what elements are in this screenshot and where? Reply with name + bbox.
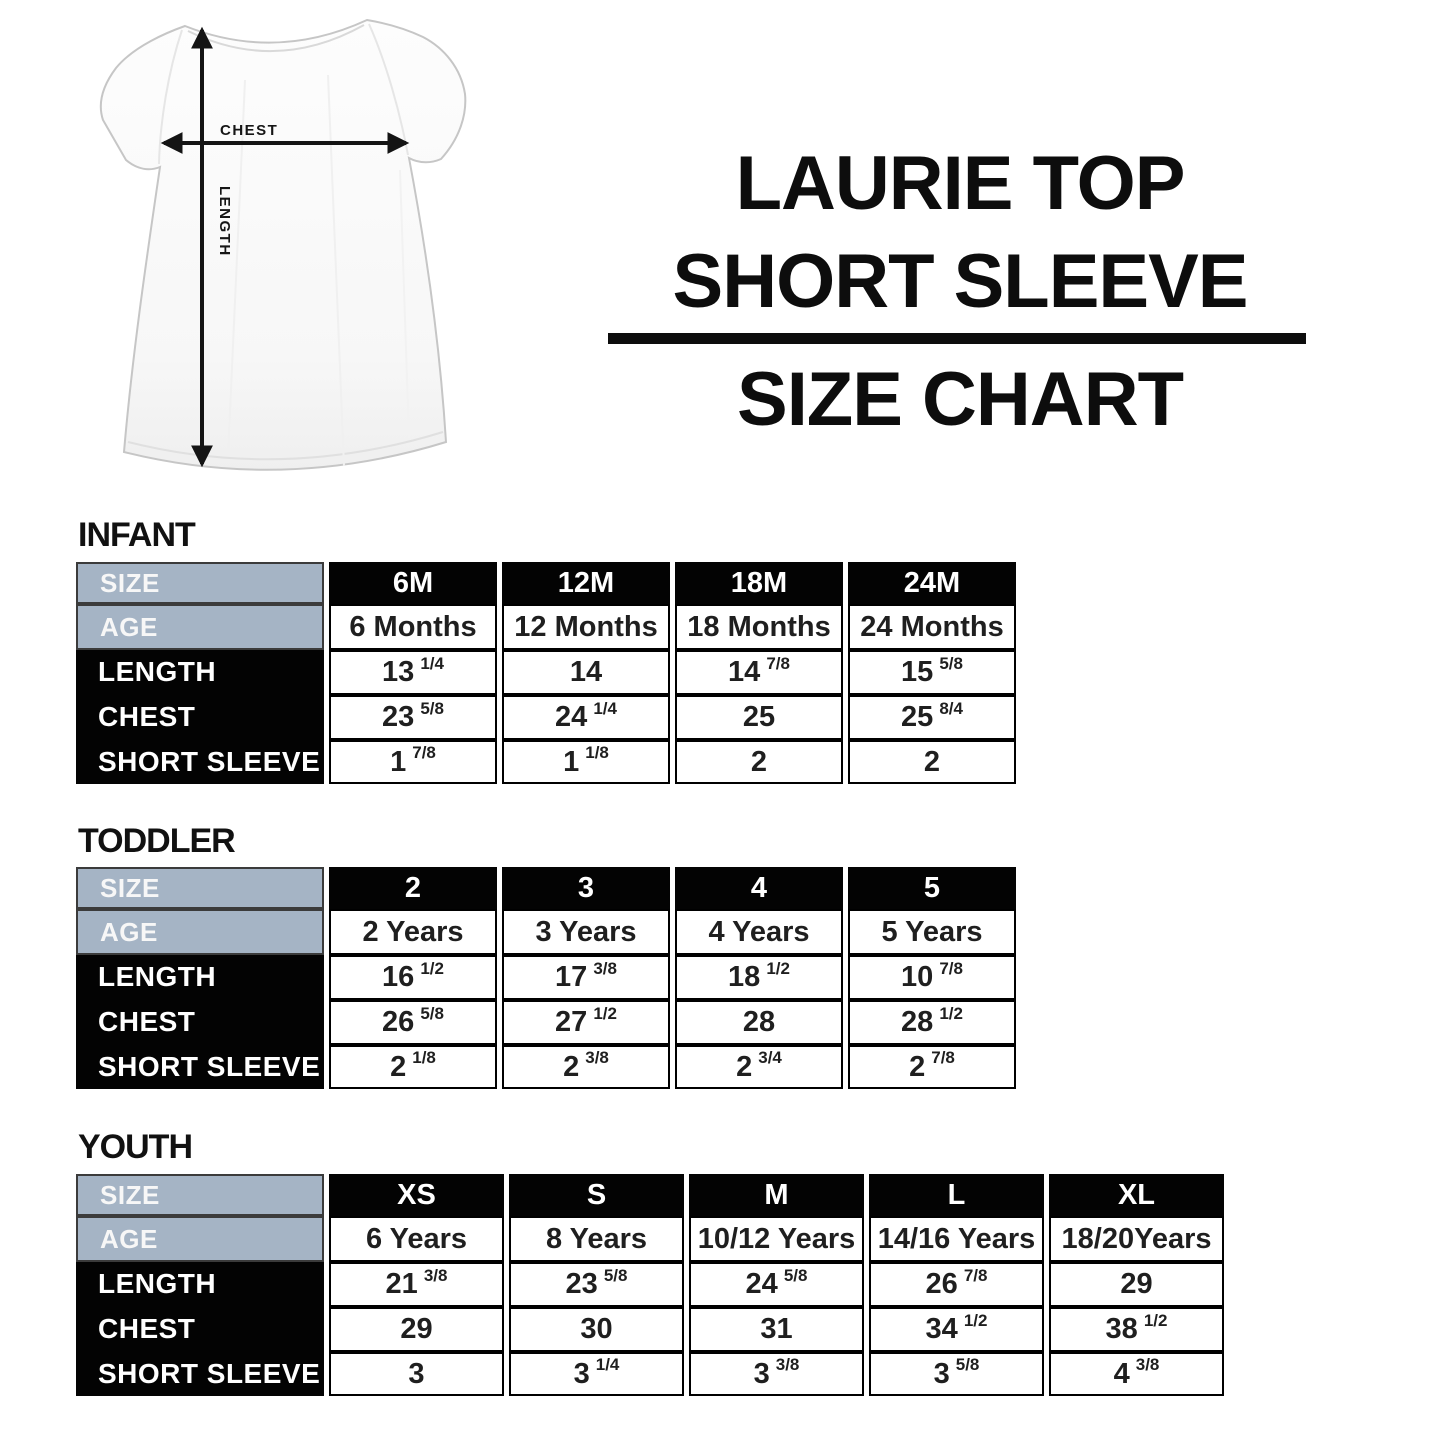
age-cell: 6 Months bbox=[329, 604, 497, 650]
measurement-fraction: 3/8 bbox=[585, 1048, 609, 1067]
measurement-value: 3 bbox=[573, 1357, 590, 1390]
size-table-infant bbox=[76, 562, 1016, 784]
chest-row-label: CHEST bbox=[98, 701, 196, 732]
size-column-header: 4 bbox=[675, 867, 843, 909]
measurement-labels-block bbox=[76, 955, 324, 1089]
measurement-value: 30 bbox=[580, 1313, 613, 1345]
shirt-measurement-diagram bbox=[70, 0, 510, 500]
short-sleeve-cell bbox=[329, 1045, 497, 1089]
age-cell: 2 Years bbox=[329, 909, 497, 955]
measurement-value: 18 bbox=[728, 961, 761, 993]
page-title-line3: SIZE CHART bbox=[737, 357, 1183, 442]
length-cell bbox=[675, 650, 843, 695]
chest-cell bbox=[675, 1000, 843, 1045]
size-column-header: 2 bbox=[329, 867, 497, 909]
length-cell bbox=[848, 955, 1016, 1000]
measurement-value: 23 bbox=[382, 701, 415, 733]
size-column-header: XL bbox=[1049, 1174, 1224, 1216]
size-column-header: L bbox=[869, 1174, 1044, 1216]
short-sleeve-cell bbox=[1049, 1352, 1224, 1396]
measurement-value: 16 bbox=[382, 961, 415, 993]
section-title-toddler: TODDLER bbox=[78, 822, 235, 860]
short-sleeve-cell bbox=[869, 1352, 1044, 1396]
measurement-value: 2 bbox=[909, 1050, 926, 1083]
size-row-label: SIZE bbox=[76, 867, 324, 909]
section-title-infant: INFANT bbox=[78, 516, 195, 554]
measurement-fraction: 1/2 bbox=[963, 1310, 988, 1330]
size-column-header: M bbox=[689, 1174, 864, 1216]
measurement-value: 10 bbox=[901, 961, 934, 993]
size-column-header: 6M bbox=[329, 562, 497, 604]
age-cell: 5 Years bbox=[848, 909, 1016, 955]
measurement-value: 21 bbox=[385, 1268, 418, 1300]
size-column-header: 12M bbox=[502, 562, 670, 604]
measurement-value: 29 bbox=[400, 1313, 433, 1345]
size-column-header: 24M bbox=[848, 562, 1016, 604]
length-row-label: LENGTH bbox=[98, 656, 217, 688]
measurement-value: 28 bbox=[901, 1006, 934, 1038]
age-cell: 8 Years bbox=[509, 1216, 684, 1262]
title-divider bbox=[608, 333, 1306, 344]
age-cell: 18 Months bbox=[675, 604, 843, 650]
measurement-fraction: 8/4 bbox=[939, 698, 963, 718]
chest-cell bbox=[509, 1307, 684, 1352]
measurement-value: 29 bbox=[1120, 1268, 1153, 1300]
size-column-header: 5 bbox=[848, 867, 1016, 909]
age-cell: 24 Months bbox=[848, 604, 1016, 650]
size-column-header: 18M bbox=[675, 562, 843, 604]
length-cell bbox=[502, 650, 670, 695]
short-sleeve-cell bbox=[329, 740, 497, 784]
chest-cell bbox=[869, 1307, 1044, 1352]
age-row-label: AGE bbox=[76, 604, 324, 650]
length-cell bbox=[1049, 1262, 1224, 1307]
size-row-label: SIZE bbox=[76, 562, 324, 604]
age-row-label: AGE bbox=[76, 1216, 324, 1262]
measurement-fraction: 1/4 bbox=[593, 698, 617, 718]
shirt-body bbox=[101, 20, 466, 470]
chest-row-label: CHEST bbox=[98, 1313, 196, 1344]
length-cell bbox=[502, 955, 670, 1000]
measurement-value: 3 bbox=[408, 1357, 425, 1390]
measurement-fraction: 3/8 bbox=[593, 958, 617, 978]
measurement-value: 4 bbox=[1113, 1357, 1130, 1390]
age-cell: 6 Years bbox=[329, 1216, 504, 1262]
measurement-value: 2 bbox=[736, 1050, 753, 1083]
short-sleeve-cell bbox=[848, 1045, 1016, 1089]
chest-cell bbox=[848, 1000, 1016, 1045]
measurement-fraction: 1/2 bbox=[1143, 1310, 1168, 1330]
measurement-fraction: 7/8 bbox=[939, 958, 963, 978]
shirt-illustration bbox=[70, 0, 510, 500]
measurement-value: 25 bbox=[742, 701, 776, 733]
measurement-fraction: 1/2 bbox=[766, 958, 790, 978]
length-cell bbox=[689, 1262, 864, 1307]
measurement-value: 14 bbox=[569, 656, 603, 688]
measurement-value: 14 bbox=[728, 656, 761, 688]
length-arrow-label: LENGTH bbox=[216, 186, 233, 257]
age-cell: 14/16 Years bbox=[869, 1216, 1044, 1262]
measurement-value: 27 bbox=[555, 1006, 588, 1038]
measurement-value: 2 bbox=[750, 745, 768, 778]
measurement-fraction: 5/8 bbox=[939, 653, 963, 673]
chest-cell bbox=[329, 695, 497, 740]
measurement-fraction: 5/8 bbox=[420, 1003, 444, 1023]
measurement-fraction: 3/8 bbox=[423, 1265, 448, 1285]
measurement-fraction: 1/8 bbox=[412, 1048, 436, 1067]
page-title-line2: SHORT SLEEVE bbox=[672, 239, 1248, 324]
short-sleeve-row-label: SHORT SLEEVE bbox=[98, 1357, 321, 1389]
measurement-fraction: 5/8 bbox=[420, 698, 444, 718]
length-cell bbox=[675, 955, 843, 1000]
measurement-value: 3 bbox=[753, 1357, 770, 1390]
chest-cell bbox=[848, 695, 1016, 740]
measurement-value: 1 bbox=[390, 745, 407, 778]
size-table-youth bbox=[76, 1174, 1224, 1396]
section-title-youth: YOUTH bbox=[78, 1128, 192, 1166]
measurement-value: 2 bbox=[563, 1050, 580, 1083]
size-column-header: S bbox=[509, 1174, 684, 1216]
measurement-value: 15 bbox=[901, 656, 934, 688]
short-sleeve-row-label: SHORT SLEEVE bbox=[98, 1050, 321, 1082]
age-cell: 4 Years bbox=[675, 909, 843, 955]
measurement-value: 2 bbox=[390, 1050, 407, 1083]
length-cell bbox=[329, 650, 497, 695]
page-title-line1: LAURIE TOP bbox=[735, 141, 1185, 226]
measurement-value: 24 bbox=[555, 701, 588, 733]
short-sleeve-cell bbox=[675, 1045, 843, 1089]
measurement-value: 24 bbox=[745, 1268, 778, 1300]
size-column-header: 3 bbox=[502, 867, 670, 909]
chest-row-label: CHEST bbox=[98, 1006, 196, 1037]
chest-arrow-label: CHEST bbox=[220, 122, 279, 139]
measurement-fraction: 1/2 bbox=[939, 1003, 963, 1023]
short-sleeve-cell bbox=[509, 1352, 684, 1396]
measurement-value: 38 bbox=[1105, 1313, 1138, 1345]
measurement-value: 17 bbox=[555, 961, 588, 993]
title-block bbox=[560, 0, 1360, 470]
length-row-label: LENGTH bbox=[98, 961, 217, 993]
measurement-fraction: 3/8 bbox=[1135, 1355, 1160, 1374]
chest-cell bbox=[329, 1000, 497, 1045]
age-cell: 3 Years bbox=[502, 909, 670, 955]
age-cell: 10/12 Years bbox=[689, 1216, 864, 1262]
measurement-value: 26 bbox=[382, 1006, 415, 1038]
short-sleeve-row-label: SHORT SLEEVE bbox=[98, 745, 321, 777]
size-column-header: XS bbox=[329, 1174, 504, 1216]
measurement-fraction: 1/8 bbox=[585, 743, 609, 762]
length-row-label: LENGTH bbox=[98, 1268, 217, 1300]
chest-cell bbox=[329, 1307, 504, 1352]
measurement-value: 13 bbox=[382, 656, 415, 688]
measurement-fraction: 5/8 bbox=[783, 1265, 808, 1285]
length-cell bbox=[329, 1262, 504, 1307]
short-sleeve-cell bbox=[329, 1352, 504, 1396]
chest-cell bbox=[689, 1307, 864, 1352]
measurement-value: 2 bbox=[923, 745, 941, 778]
length-cell bbox=[848, 650, 1016, 695]
measurement-value: 26 bbox=[925, 1268, 958, 1300]
measurement-labels-block bbox=[76, 650, 324, 784]
chest-cell bbox=[502, 1000, 670, 1045]
measurement-fraction: 1/4 bbox=[420, 653, 444, 673]
short-sleeve-cell bbox=[675, 740, 843, 784]
measurement-fraction: 5/8 bbox=[603, 1265, 628, 1285]
measurement-value: 28 bbox=[742, 1006, 776, 1038]
measurement-value: 34 bbox=[925, 1313, 958, 1345]
measurement-fraction: 7/8 bbox=[931, 1048, 955, 1067]
chest-cell bbox=[675, 695, 843, 740]
measurement-value: 1 bbox=[563, 745, 580, 778]
size-table-toddler bbox=[76, 867, 1016, 1089]
measurement-fraction: 3/8 bbox=[775, 1355, 800, 1374]
measurement-fraction: 1/2 bbox=[593, 1003, 617, 1023]
length-cell bbox=[869, 1262, 1044, 1307]
chest-cell bbox=[502, 695, 670, 740]
short-sleeve-cell bbox=[502, 740, 670, 784]
measurement-value: 31 bbox=[760, 1313, 793, 1345]
chest-cell bbox=[1049, 1307, 1224, 1352]
measurement-fraction: 7/8 bbox=[412, 743, 436, 762]
measurement-labels-block bbox=[76, 1262, 324, 1396]
short-sleeve-cell bbox=[502, 1045, 670, 1089]
measurement-value: 23 bbox=[565, 1268, 598, 1300]
short-sleeve-cell bbox=[689, 1352, 864, 1396]
age-cell: 12 Months bbox=[502, 604, 670, 650]
age-row-label: AGE bbox=[76, 909, 324, 955]
measurement-fraction: 1/4 bbox=[595, 1355, 620, 1374]
measurement-value: 3 bbox=[933, 1357, 950, 1390]
age-cell: 18/20Years bbox=[1049, 1216, 1224, 1262]
short-sleeve-cell bbox=[848, 740, 1016, 784]
size-row-label: SIZE bbox=[76, 1174, 324, 1216]
measurement-fraction: 7/8 bbox=[963, 1265, 988, 1285]
measurement-value: 25 bbox=[901, 701, 934, 733]
measurement-fraction: 1/2 bbox=[420, 958, 444, 978]
length-cell bbox=[509, 1262, 684, 1307]
length-cell bbox=[329, 955, 497, 1000]
measurement-fraction: 5/8 bbox=[955, 1355, 980, 1374]
measurement-fraction: 7/8 bbox=[766, 653, 790, 673]
measurement-fraction: 3/4 bbox=[758, 1048, 782, 1067]
